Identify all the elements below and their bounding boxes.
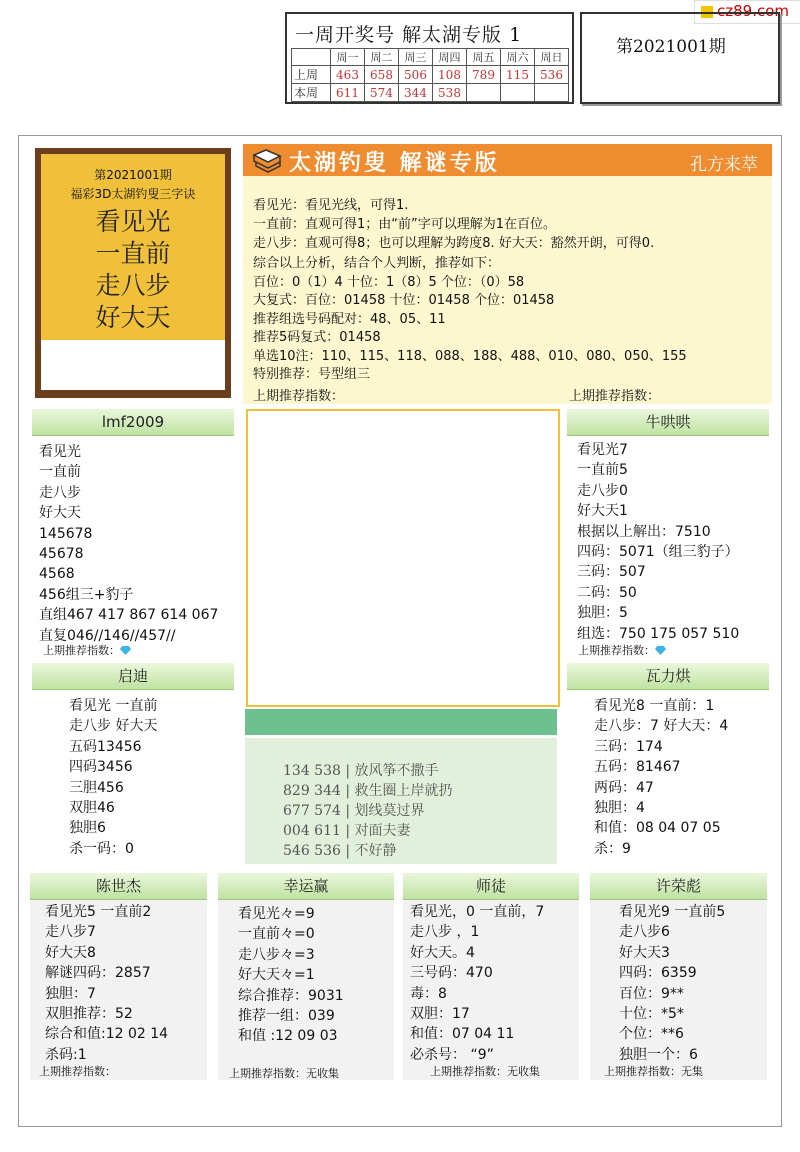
draw-number: 463 [331,66,365,84]
analysis-line: 大复式：百位：01458 十位：01458 个位：01458 [253,293,555,308]
diamond-icon [655,646,666,655]
poster-issue: 第2021001期 [94,168,172,182]
tip-line: 综合和值:12 02 14 [45,1026,169,1043]
day-header: 周一 [331,49,365,66]
recommend-index-label: 上期推荐指数：无集 [604,1065,703,1078]
analysis-line: 推荐组选号码配对：48、05、11 [253,312,446,327]
expert-name: 启迪 [32,663,234,690]
tip-line: 和值：08 04 07 05 [594,820,721,837]
main-author: 孔方来萃 [690,155,758,175]
poem-line: 546 536 | 不好静 [283,843,397,859]
weekly-title: 一周开奖号 解太湖专版 1 [295,24,523,46]
row-label: 本周 [292,84,331,102]
tip-line: 好大天々=1 [238,967,315,984]
expert-name: 陈世杰 [30,873,207,900]
tip-line: 两码：47 [594,779,654,796]
tip-line: 四码：6359 [619,965,697,982]
tip-line: 145678 [39,525,93,542]
draw-number: 344 [399,84,433,102]
main-panel-header [243,144,772,176]
draw-table [291,48,569,102]
tip-line: 三码：507 [577,564,646,581]
poem-line: 134 538 | 放风筝不撒手 [283,763,439,779]
tip-line: 一直前 [39,464,81,481]
tip-line: 走八步7 [45,924,96,941]
poster-subtitle: 福彩3D太湖钓叟三字诀 [70,187,196,201]
expert-box-xing [218,900,394,1080]
draw-number: 574 [365,84,399,102]
expert-name: 许荣彪 [590,873,767,900]
recommend-index-label: 上期推荐指数： [578,644,655,657]
tip-line: 看见光5 一直前2 [45,904,152,920]
tip-line: 解谜四码：2857 [45,965,151,982]
tip-line: 好大天3 [619,944,670,961]
tip-line: 三码：174 [594,738,663,755]
center-green-bar [245,709,557,735]
tip-line: 组选：750 175 057 510 [577,625,740,642]
analysis-line: 一直前：直观可得1；由“前”字可以理解为1在百位。 [253,217,557,232]
tip-line: 三号码：470 [410,965,493,982]
tip-line: 走八步 ，1 [410,924,480,941]
draw-number: 506 [399,66,433,84]
day-header: 周三 [399,49,433,66]
tip-line: 看见光9 一直前5 [619,904,726,920]
tip-line: 个位：**6 [619,1026,684,1043]
recommend-index-label: 上期推荐指数： [569,389,661,404]
poem-line: 004 611 | 对面夫妻 [283,823,411,839]
expert-name: 瓦力烘 [567,663,769,690]
analysis-line: 看见光：看见光线，可得1. [253,198,409,213]
tip-line: 双胆46 [69,800,115,817]
table-row [292,84,569,102]
tip-line: 独胆一个：6 [619,1046,698,1063]
tip-line: 杀：9 [594,840,631,857]
tip-line: 独胆：4 [594,800,645,817]
tip-line: 二码：50 [577,584,637,601]
draw-number: 658 [365,66,399,84]
main-title: 太湖钓叟 解谜专版 [289,150,500,176]
analysis-line: 推荐5码复式：01458 [253,330,381,345]
poster-line: 看见光 [95,207,171,236]
tip-line: 看见光 一直前 [69,698,158,714]
analysis-line: 综合以上分析，结合个人判断，推荐如下： [253,256,501,271]
recommend-index-label: 上期推荐指数： [43,644,120,657]
tip-line: 好大天8 [45,944,96,961]
tip-line: 好大天1 [577,503,628,520]
tip-line: 杀一码：0 [69,840,134,857]
draw-number [535,84,569,102]
poem-line: 677 574 | 划线莫过界 [283,803,425,819]
tip-line: 走八步0 [577,482,628,499]
tip-line: 看见光8 一直前：1 [594,698,715,714]
tip-line: 必杀号： “9” [410,1046,494,1063]
expert-name: 牛哄哄 [567,409,769,436]
analysis-line: 单选10注：110、115、118、088、188、488、010、080、050、155 [253,349,687,364]
tip-line: 4568 [39,566,75,583]
tip-line: 看见光 [39,444,81,460]
tip-line: 走八步 好大天 [69,718,158,735]
tip-line: 456组三+豹子 [39,586,134,603]
expert-name: 幸运赢 [218,873,394,900]
tip-line: 根据以上解出：7510 [577,523,711,540]
expert-name: 师徒 [403,873,579,900]
recommend-index-label: 上期推荐指数：无收集 [229,1067,339,1080]
draw-number: 115 [501,66,535,84]
expert-box-xu [590,900,767,1080]
day-header: 周二 [365,49,399,66]
recommend-index-label: 上期推荐指数：无收集 [430,1065,540,1078]
draw-number: 611 [331,84,365,102]
main-panel-body [243,176,772,404]
center-image-area [246,409,560,707]
recommend-index-label: 上期推荐指数： [253,389,345,404]
tip-line: 独胆：5 [577,605,628,622]
day-header: 周六 [501,49,535,66]
tip-line: 看见光々=9 [238,906,315,922]
book-icon [251,147,283,173]
tip-line: 五码：81467 [594,759,681,776]
poem-line: 829 344 | 救生圈上岸就扔 [283,783,453,799]
tip-line: 看见光7 [577,442,628,458]
tip-line: 双胆：17 [410,1006,470,1023]
tip-line: 一直前々=0 [238,926,315,943]
diamond-icon [120,646,131,655]
tip-line: 一直前5 [577,462,628,479]
tip-line: 走八步々=3 [238,946,315,963]
tip-line: 毒：8 [410,985,447,1002]
tip-line: 综合推荐：9031 [238,987,344,1004]
analysis-line: 特别推荐：号型组三 [253,367,371,382]
day-header: 周四 [433,49,467,66]
tip-line: 走八步6 [619,924,670,941]
history-poem-box [245,738,557,864]
logo-text: cz89.com [717,2,790,20]
expert-box-lmf [32,436,234,662]
tip-line: 三胆456 [69,779,124,796]
expert-box-wali [567,690,769,865]
expert-name: lmf2009 [32,409,234,436]
analysis-line: 走八步：直观可得8；也可以理解为跨度8. 好大天：豁然开朗，可得0. [253,236,655,251]
tip-line: 45678 [39,546,84,563]
tip-line: 直组467 417 867 614 067 [39,607,219,624]
riddle-poster [35,148,231,398]
expert-box-shitu [403,900,579,1080]
tip-line: 走八步 [39,484,81,501]
tip-line: 杀码:1 [45,1046,87,1063]
tip-line: 推荐一组：039 [238,1008,335,1025]
issue-number: 第2021001期 [616,37,726,57]
tip-line: 看见光，0 一直前，7 [410,904,545,920]
table-row [292,66,569,84]
draw-number: 789 [467,66,501,84]
expert-box-qidi [32,690,234,865]
draw-number: 536 [535,66,569,84]
poster-line: 好大天 [95,303,171,332]
tip-line: 双胆推荐：52 [45,1006,133,1023]
poster-line: 走八步 [95,271,171,300]
tip-line: 走八步：7 好大天：4 [594,718,729,735]
draw-number: 108 [433,66,467,84]
tip-line: 直复046//146//457// [39,627,176,644]
expert-box-chen [30,900,207,1080]
draw-number: 538 [433,84,467,102]
row-label: 上周 [292,66,331,84]
day-header: 周五 [467,49,501,66]
day-header: 周日 [535,49,569,66]
weekly-draw-box [285,12,574,104]
tip-line: 五码13456 [69,738,142,755]
tip-line: 四码3456 [69,759,133,776]
tip-line: 独胆：7 [45,985,96,1002]
analysis-line: 百位：0（1）4 十位：1（8）5 个位：（0）58 [253,275,525,290]
issue-box [580,12,780,104]
tip-line: 好大天。4 [410,944,475,961]
tip-line: 和值：07 04 11 [410,1026,515,1043]
tip-line: 和值 :12 09 03 [238,1028,338,1045]
poster-line: 一直前 [95,239,171,268]
tip-line: 十位：*5* [619,1006,684,1023]
expert-box-niu [567,436,769,662]
draw-number [501,84,535,102]
tip-line: 百位：9** [619,985,684,1002]
tip-line: 好大天 [39,505,81,522]
draw-number [467,84,501,102]
tip-line: 四码：5071（组三豹子） [577,544,739,561]
recommend-index-label: 上期推荐指数： [39,1065,116,1078]
tip-line: 独胆6 [69,820,106,837]
